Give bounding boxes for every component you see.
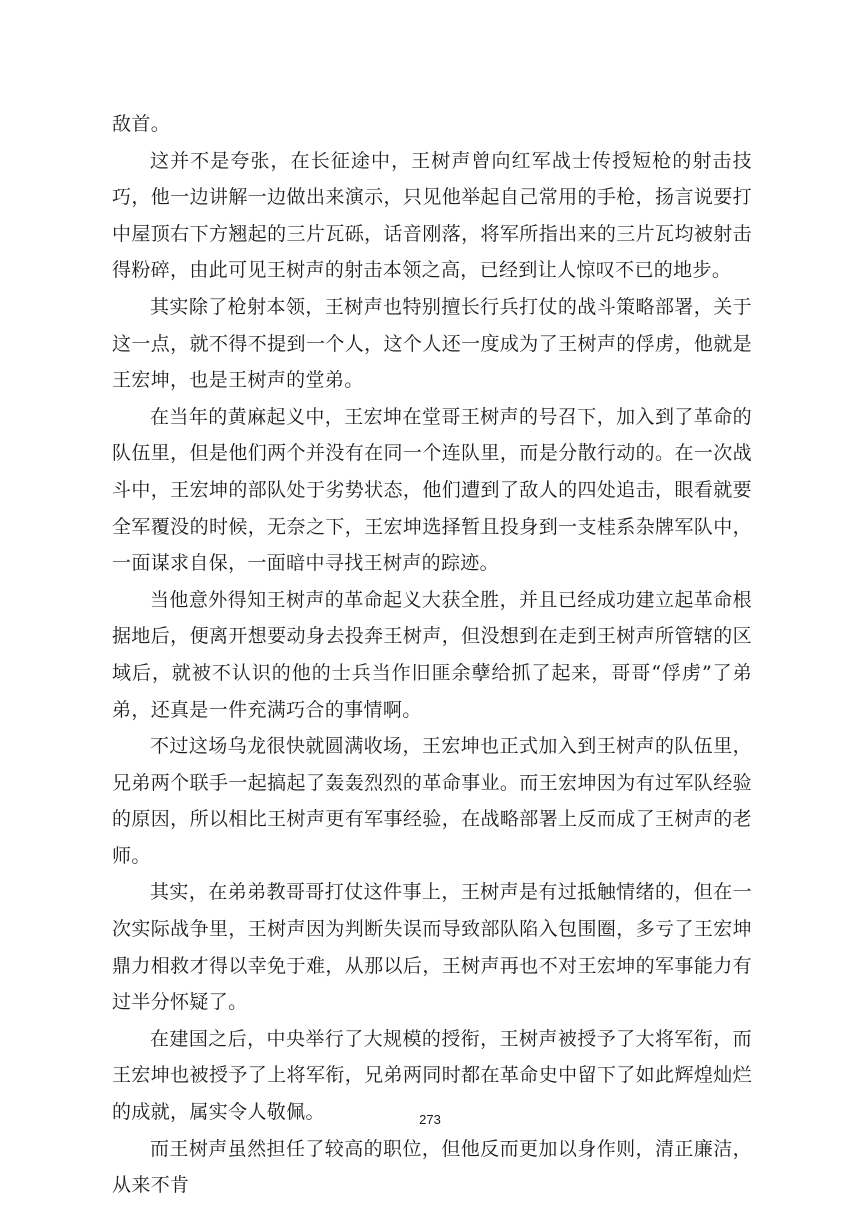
paragraph: 其实，在弟弟教哥哥打仗这件事上，王树声是有过抵触情绪的，但在一次实际战争里，王树声因为判断失误而导致部队陷入包围圈，多亏了王宏坤鼎力相救才得以幸免于难，从那以后，王树声再也不对王宏坤的军事能力有过半分怀疑了。 — [112, 881, 752, 1014]
paragraph: 在建国之后，中央举行了大规模的授衔，王树声被授予了大将军衔，而王宏坤也被授予了上将军衔，兄弟两同时都在革命史中留下了如此辉煌灿烂的成就，属实令人敬佩。 — [112, 1027, 752, 1124]
paragraph: 这并不是夸张，在长征途中，王树声曾向红军战士传授短枪的射击技巧，他一边讲解一边做出来演示，只见他举起自己常用的手枪，扬言说要打中屋顶右下方翘起的三片瓦砾，话音刚落，将军所指出来的三片瓦均被射击得粉碎，由此可见王树声的射击本领之高，已经到让人惊叹不已的地步。 — [112, 149, 752, 282]
paragraph: 当他意外得知王树声的革命起义大获全胜，并且已经成功建立起革命根据地后，便离开想要动身去投奔王树声，但没想到在走到王树声所管辖的区域后，就被不认识的他的士兵当作旧匪余孽给抓了起来，哥哥“俘虏”了弟弟，还真是一件充满巧合的事情啊。 — [112, 588, 752, 721]
paragraph: 而王树声虽然担任了较高的职位，但他反而更加以身作则，清正廉洁，从来不肯 — [112, 1137, 752, 1197]
body-text — [112, 106, 752, 1204]
paragraph: 不过这场乌龙很快就圆满收场，王宏坤也正式加入到王树声的队伍里，兄弟两个联手一起搞起了轰轰烈烈的革命事业。而王宏坤因为有过军队经验的原因，所以相比王树声更有军事经验，在战略部署上反而成了王树声的老师。 — [112, 735, 752, 867]
paragraph: 在当年的黄麻起义中，王宏坤在堂哥王树声的号召下，加入到了革命的队伍里，但是他们两个并没有在同一个连队里，而是分散行动的。在一次战斗中，王宏坤的部队处于劣势状态，他们遭到了敌人的四处追击，眼看就要全军覆没的时候，无奈之下，王宏坤选择暂且投身到一支桂系杂牌军队中，一面谋求自保，一面暗中寻找王树声的踪迹。 — [112, 405, 752, 575]
paragraph-continuation: 敌首。 — [112, 113, 171, 135]
page-number: 273 — [419, 1112, 441, 1127]
paragraph: 其实除了枪射本领，王树声也特别擅长行兵打仗的战斗策略部署，关于这一点，就不得不提到一个人，这个人还一度成为了王树声的俘虏，他就是王宏坤，也是王树声的堂弟。 — [112, 295, 752, 392]
